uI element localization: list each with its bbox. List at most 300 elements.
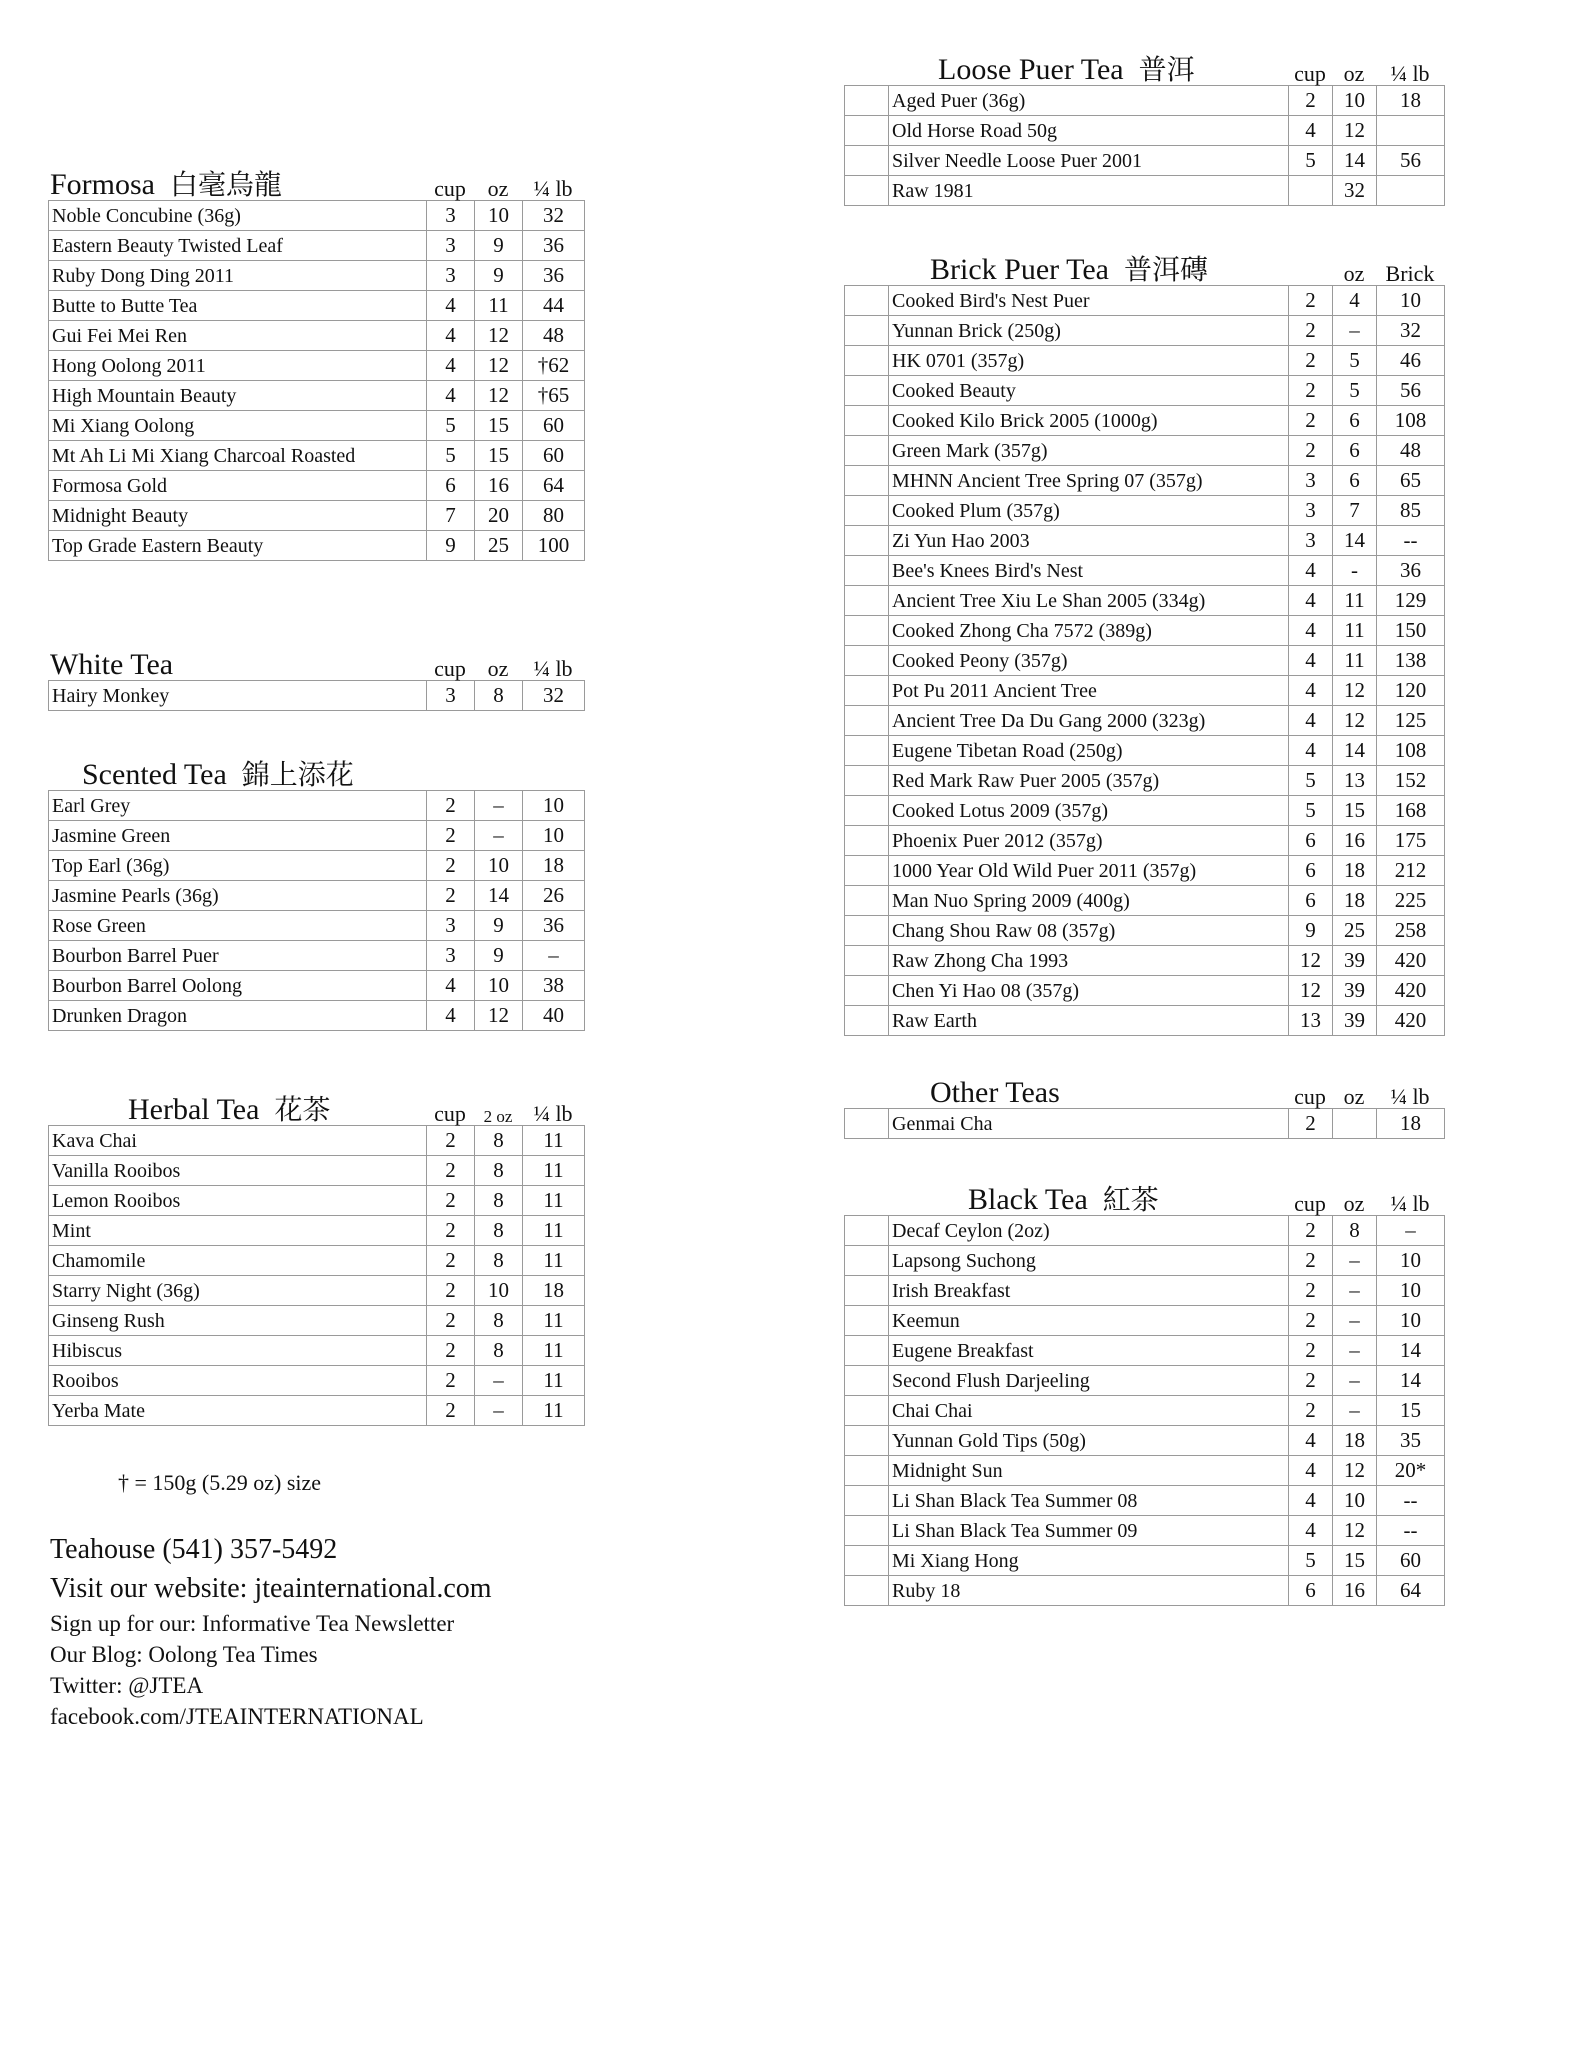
- tea-name-cell: Cooked Beauty: [889, 376, 1289, 406]
- oz-price-cell: -: [1333, 556, 1377, 586]
- oz-price-cell: 8: [475, 1216, 523, 1246]
- quarter-lb-price-cell: [1377, 116, 1445, 146]
- blank-cell: [845, 1576, 889, 1606]
- table-row: [845, 556, 1445, 586]
- cup-price-cell: 3: [1289, 466, 1333, 496]
- cup-price-cell: 3: [427, 261, 475, 291]
- tea-name-cell: Ruby Dong Ding 2011: [49, 261, 427, 291]
- blank-cell: [845, 1486, 889, 1516]
- blank-cell: [845, 146, 889, 176]
- cup-price-cell: 4: [427, 971, 475, 1001]
- blank-cell: [845, 1516, 889, 1546]
- cup-price-cell: 4: [1289, 1426, 1333, 1456]
- oz-price-cell: 12: [475, 381, 523, 411]
- oz-price-cell: 11: [1333, 586, 1377, 616]
- cup-price-cell: 2: [1289, 1276, 1333, 1306]
- blank-cell: [845, 1216, 889, 1246]
- blank-cell: [845, 1109, 889, 1139]
- quarter-lb-price-cell: 11: [523, 1246, 585, 1276]
- quarter-lb-price-cell: 138: [1377, 646, 1445, 676]
- blank-cell: [845, 1456, 889, 1486]
- oz-price-cell: 12: [475, 1001, 523, 1031]
- column-header: cup: [1294, 1084, 1326, 1109]
- table-row: [49, 1246, 585, 1276]
- tea-name-cell: Aged Puer (36g): [889, 86, 1289, 116]
- table-row: [49, 501, 585, 531]
- column-header: cup: [1294, 1191, 1326, 1216]
- quarter-lb-price-cell: 26: [523, 881, 585, 911]
- cup-price-cell: 4: [1289, 706, 1333, 736]
- section-title-chinese: 錦上添花: [241, 758, 354, 791]
- tea-name-cell: HK 0701 (357g): [889, 346, 1289, 376]
- tea-name-cell: Yerba Mate: [49, 1396, 427, 1426]
- quarter-lb-price-cell: 64: [1377, 1576, 1445, 1606]
- tea-name-cell: MHNN Ancient Tree Spring 07 (357g): [889, 466, 1289, 496]
- section-title-chinese: 花茶: [274, 1093, 331, 1126]
- blank-cell: [845, 116, 889, 146]
- quarter-lb-price-cell: 36: [1377, 556, 1445, 586]
- oz-price-cell: 6: [1333, 466, 1377, 496]
- oz-price-cell: 14: [475, 881, 523, 911]
- oz-price-cell: 12: [1333, 116, 1377, 146]
- tea-name-cell: Lapsong Suchong: [889, 1246, 1289, 1276]
- tea-name-cell: Top Earl (36g): [49, 851, 427, 881]
- oz-price-cell: 11: [1333, 616, 1377, 646]
- tea-name-cell: Mint: [49, 1216, 427, 1246]
- oz-price-cell: 39: [1333, 1006, 1377, 1036]
- tea-name-cell: Lemon Rooibos: [49, 1186, 427, 1216]
- cup-price-cell: 2: [1289, 436, 1333, 466]
- oz-price-cell: 5: [1333, 376, 1377, 406]
- table-row: [845, 1516, 1445, 1546]
- cup-price-cell: 4: [427, 321, 475, 351]
- tea-name-cell: Vanilla Rooibos: [49, 1156, 427, 1186]
- cup-price-cell: 12: [1289, 946, 1333, 976]
- cup-price-cell: 4: [427, 1001, 475, 1031]
- oz-price-cell: [1333, 1109, 1377, 1139]
- quarter-lb-price-cell: 14: [1377, 1336, 1445, 1366]
- table-row: [49, 381, 585, 411]
- oz-price-cell: 12: [1333, 1456, 1377, 1486]
- table-row: [845, 1306, 1445, 1336]
- table-row: [845, 706, 1445, 736]
- table-row: [49, 531, 585, 561]
- column-header: oz: [1343, 1191, 1365, 1216]
- tea-name-cell: Li Shan Black Tea Summer 09: [889, 1516, 1289, 1546]
- section-title: [930, 255, 1208, 285]
- cup-price-cell: 4: [427, 381, 475, 411]
- tea-name-cell: Yunnan Brick (250g): [889, 316, 1289, 346]
- cup-price-cell: 2: [427, 1216, 475, 1246]
- column-header: ¼ lb: [1390, 1084, 1430, 1109]
- section-title-english: Formosa: [50, 168, 155, 201]
- tea-name-cell: Cooked Lotus 2009 (357g): [889, 796, 1289, 826]
- tea-name-cell: Hairy Monkey: [49, 681, 427, 711]
- quarter-lb-price-cell: 11: [523, 1336, 585, 1366]
- tea-name-cell: Yunnan Gold Tips (50g): [889, 1426, 1289, 1456]
- cup-price-cell: 4: [427, 351, 475, 381]
- quarter-lb-price-cell: 56: [1377, 376, 1445, 406]
- price-table: [48, 790, 585, 1031]
- table-row: [49, 1396, 585, 1426]
- quarter-lb-price-cell: †62: [523, 351, 585, 381]
- cup-price-cell: 4: [1289, 616, 1333, 646]
- oz-price-cell: 8: [475, 1186, 523, 1216]
- table-row: [845, 376, 1445, 406]
- quarter-lb-price-cell: 11: [523, 1186, 585, 1216]
- table-row: [845, 1576, 1445, 1606]
- blank-cell: [845, 856, 889, 886]
- quarter-lb-price-cell: 120: [1377, 676, 1445, 706]
- price-table: [844, 1215, 1445, 1606]
- cup-price-cell: [1289, 176, 1333, 206]
- tea-name-cell: Chang Shou Raw 08 (357g): [889, 916, 1289, 946]
- column-header: oz: [487, 176, 509, 201]
- cup-price-cell: 2: [1289, 1336, 1333, 1366]
- tea-name-cell: Second Flush Darjeeling: [889, 1366, 1289, 1396]
- tea-name-cell: Rooibos: [49, 1366, 427, 1396]
- blank-cell: [845, 706, 889, 736]
- table-row: [845, 1336, 1445, 1366]
- quarter-lb-price-cell: 10: [1377, 1306, 1445, 1336]
- twitter-line: Twitter: @JTEA: [50, 1673, 204, 1698]
- quarter-lb-price-cell: †65: [523, 381, 585, 411]
- table-row: [845, 1216, 1445, 1246]
- oz-price-cell: 8: [475, 1126, 523, 1156]
- table-row: [49, 471, 585, 501]
- table-row: [49, 1216, 585, 1246]
- tea-name-cell: Mi Xiang Oolong: [49, 411, 427, 441]
- quarter-lb-price-cell: 18: [523, 1276, 585, 1306]
- oz-price-cell: 18: [1333, 856, 1377, 886]
- cup-price-cell: 6: [427, 471, 475, 501]
- quarter-lb-price-cell: 64: [523, 471, 585, 501]
- oz-price-cell: 13: [1333, 766, 1377, 796]
- tea-name-cell: Red Mark Raw Puer 2005 (357g): [889, 766, 1289, 796]
- price-table: [844, 85, 1445, 206]
- table-row: [845, 616, 1445, 646]
- table-row: [845, 346, 1445, 376]
- cup-price-cell: 2: [1289, 1109, 1333, 1139]
- price-table: [48, 680, 585, 711]
- table-row: [845, 466, 1445, 496]
- blank-cell: [845, 1276, 889, 1306]
- column-header: ¼ lb: [533, 1101, 573, 1126]
- table-row: [49, 321, 585, 351]
- tea-name-cell: Raw Earth: [889, 1006, 1289, 1036]
- cup-price-cell: 2: [1289, 376, 1333, 406]
- quarter-lb-price-cell: 10: [523, 791, 585, 821]
- oz-price-cell: –: [1333, 316, 1377, 346]
- blog-line: Our Blog: Oolong Tea Times: [50, 1642, 318, 1667]
- section-title-chinese: 紅茶: [1102, 1183, 1159, 1216]
- table-row: [845, 526, 1445, 556]
- oz-price-cell: 8: [475, 1306, 523, 1336]
- quarter-lb-price-cell: 14: [1377, 1366, 1445, 1396]
- quarter-lb-price-cell: 20*: [1377, 1456, 1445, 1486]
- quarter-lb-price-cell: [1377, 176, 1445, 206]
- cup-price-cell: 4: [1289, 1516, 1333, 1546]
- oz-price-cell: 12: [475, 321, 523, 351]
- section-title-english: Brick Puer Tea: [930, 253, 1109, 286]
- table-row: [845, 946, 1445, 976]
- quarter-lb-price-cell: 258: [1377, 916, 1445, 946]
- cup-price-cell: 2: [427, 1156, 475, 1186]
- price-table: [48, 1125, 585, 1426]
- oz-price-cell: 10: [475, 851, 523, 881]
- table-row: [845, 1006, 1445, 1036]
- oz-price-cell: 11: [475, 291, 523, 321]
- oz-price-cell: 8: [475, 681, 523, 711]
- dagger-footnote: † = 150g (5.29 oz) size: [118, 1470, 322, 1495]
- cup-price-cell: 4: [1289, 736, 1333, 766]
- oz-price-cell: 10: [1333, 1486, 1377, 1516]
- oz-price-cell: 14: [1333, 146, 1377, 176]
- section-title-english: Scented Tea: [82, 758, 227, 791]
- blank-cell: [845, 376, 889, 406]
- quarter-lb-price-cell: 44: [523, 291, 585, 321]
- oz-price-cell: –: [1333, 1366, 1377, 1396]
- quarter-lb-price-cell: 10: [1377, 286, 1445, 316]
- quarter-lb-price-cell: 10: [523, 821, 585, 851]
- table-row: [49, 1306, 585, 1336]
- tea-name-cell: Raw Zhong Cha 1993: [889, 946, 1289, 976]
- blank-cell: [845, 1426, 889, 1456]
- tea-name-cell: Chai Chai: [889, 1396, 1289, 1426]
- cup-price-cell: 2: [427, 1366, 475, 1396]
- oz-price-cell: 6: [1333, 406, 1377, 436]
- tea-name-cell: Silver Needle Loose Puer 2001: [889, 146, 1289, 176]
- oz-price-cell: 12: [1333, 676, 1377, 706]
- quarter-lb-price-cell: 420: [1377, 976, 1445, 1006]
- table-row: [49, 941, 585, 971]
- table-row: [845, 586, 1445, 616]
- oz-price-cell: 10: [475, 201, 523, 231]
- cup-price-cell: 2: [427, 1246, 475, 1276]
- table-row: [845, 676, 1445, 706]
- white-tea-section: [48, 640, 585, 711]
- quarter-lb-price-cell: 11: [523, 1306, 585, 1336]
- table-row: [49, 1186, 585, 1216]
- table-row: [845, 176, 1445, 206]
- tea-name-cell: Mi Xiang Hong: [889, 1546, 1289, 1576]
- quarter-lb-price-cell: 150: [1377, 616, 1445, 646]
- cup-price-cell: 6: [1289, 886, 1333, 916]
- section-header: [48, 160, 585, 200]
- column-header: 2 oz: [483, 1107, 513, 1126]
- oz-price-cell: 18: [1333, 886, 1377, 916]
- cup-price-cell: 5: [1289, 796, 1333, 826]
- column-header: ¼ lb: [1390, 1191, 1430, 1216]
- section-header: [48, 750, 585, 790]
- table-row: [845, 1426, 1445, 1456]
- price-table: [844, 1108, 1445, 1139]
- column-header: cup: [434, 176, 466, 201]
- tea-name-cell: Zi Yun Hao 2003: [889, 526, 1289, 556]
- blank-cell: [845, 176, 889, 206]
- table-row: [49, 201, 585, 231]
- quarter-lb-price-cell: 80: [523, 501, 585, 531]
- table-row: [845, 86, 1445, 116]
- section-header: [844, 1175, 1445, 1215]
- section-header: [844, 1068, 1445, 1108]
- quarter-lb-price-cell: 60: [523, 411, 585, 441]
- tea-name-cell: Keemun: [889, 1306, 1289, 1336]
- oz-price-cell: 6: [1333, 436, 1377, 466]
- table-row: [845, 146, 1445, 176]
- section-header: [48, 640, 585, 680]
- tea-name-cell: Top Grade Eastern Beauty: [49, 531, 427, 561]
- blank-cell: [845, 316, 889, 346]
- tea-name-cell: Rose Green: [49, 911, 427, 941]
- section-title: [930, 1078, 1060, 1108]
- tea-name-cell: Cooked Zhong Cha 7572 (389g): [889, 616, 1289, 646]
- quarter-lb-price-cell: –: [523, 941, 585, 971]
- table-row: [845, 496, 1445, 526]
- section-title: [128, 1095, 330, 1125]
- tea-name-cell: Old Horse Road 50g: [889, 116, 1289, 146]
- oz-price-cell: 16: [1333, 1576, 1377, 1606]
- blank-cell: [845, 586, 889, 616]
- table-row: [845, 766, 1445, 796]
- blank-cell: [845, 556, 889, 586]
- column-header: Brick: [1385, 261, 1435, 286]
- cup-price-cell: 3: [1289, 526, 1333, 556]
- section-title-chinese: 普洱: [1138, 53, 1195, 86]
- table-row: [49, 261, 585, 291]
- table-row: [49, 821, 585, 851]
- quarter-lb-price-cell: 420: [1377, 946, 1445, 976]
- quarter-lb-price-cell: 108: [1377, 406, 1445, 436]
- table-row: [845, 976, 1445, 1006]
- tea-name-cell: High Mountain Beauty: [49, 381, 427, 411]
- table-row: [49, 881, 585, 911]
- oz-price-cell: 25: [475, 531, 523, 561]
- tea-name-cell: Jasmine Pearls (36g): [49, 881, 427, 911]
- tea-name-cell: Bee's Knees Bird's Nest: [889, 556, 1289, 586]
- oz-price-cell: 14: [1333, 526, 1377, 556]
- section-title-english: White Tea: [50, 648, 174, 681]
- table-row: [49, 411, 585, 441]
- herbal-tea-section: [48, 1085, 585, 1426]
- table-row: [49, 291, 585, 321]
- cup-price-cell: 4: [1289, 646, 1333, 676]
- blank-cell: [845, 1396, 889, 1426]
- column-header: cup: [434, 1101, 466, 1126]
- tea-name-cell: Butte to Butte Tea: [49, 291, 427, 321]
- quarter-lb-price-cell: 11: [523, 1366, 585, 1396]
- cup-price-cell: 2: [1289, 1366, 1333, 1396]
- oz-price-cell: 12: [1333, 706, 1377, 736]
- quarter-lb-price-cell: 32: [523, 201, 585, 231]
- quarter-lb-price-cell: 56: [1377, 146, 1445, 176]
- oz-price-cell: 12: [475, 351, 523, 381]
- tea-name-cell: Green Mark (357g): [889, 436, 1289, 466]
- oz-price-cell: 8: [475, 1336, 523, 1366]
- tea-name-cell: Raw 1981: [889, 176, 1289, 206]
- tea-name-cell: Chamomile: [49, 1246, 427, 1276]
- quarter-lb-price-cell: 15: [1377, 1396, 1445, 1426]
- cup-price-cell: 12: [1289, 976, 1333, 1006]
- oz-price-cell: 39: [1333, 976, 1377, 1006]
- blank-cell: [845, 946, 889, 976]
- tea-name-cell: Noble Concubine (36g): [49, 201, 427, 231]
- other-teas-section: [844, 1068, 1445, 1139]
- oz-price-cell: 10: [1333, 86, 1377, 116]
- table-row: [49, 1336, 585, 1366]
- oz-price-cell: 10: [475, 1276, 523, 1306]
- table-row: [845, 406, 1445, 436]
- oz-price-cell: 15: [1333, 1546, 1377, 1576]
- tea-name-cell: Ruby 18: [889, 1576, 1289, 1606]
- cup-price-cell: 2: [427, 791, 475, 821]
- oz-price-cell: 14: [1333, 736, 1377, 766]
- column-header: ¼ lb: [533, 176, 573, 201]
- table-row: [845, 1246, 1445, 1276]
- quarter-lb-price-cell: 108: [1377, 736, 1445, 766]
- table-row: [845, 1366, 1445, 1396]
- cup-price-cell: 4: [1289, 556, 1333, 586]
- facebook-line: facebook.com/JTEAINTERNATIONAL: [50, 1704, 424, 1729]
- loose-puer-section: [844, 45, 1445, 206]
- oz-price-cell: 7: [1333, 496, 1377, 526]
- tea-name-cell: Kava Chai: [49, 1126, 427, 1156]
- cup-price-cell: 4: [1289, 586, 1333, 616]
- blank-cell: [845, 496, 889, 526]
- formosa-section: [48, 160, 585, 561]
- table-row: [49, 1156, 585, 1186]
- cup-price-cell: 4: [427, 291, 475, 321]
- quarter-lb-price-cell: 125: [1377, 706, 1445, 736]
- blank-cell: [845, 796, 889, 826]
- table-row: [49, 1001, 585, 1031]
- tea-name-cell: Genmai Cha: [889, 1109, 1289, 1139]
- blank-cell: [845, 976, 889, 1006]
- cup-price-cell: 2: [1289, 1396, 1333, 1426]
- oz-price-cell: –: [1333, 1306, 1377, 1336]
- cup-price-cell: 2: [427, 821, 475, 851]
- blank-cell: [845, 766, 889, 796]
- quarter-lb-price-cell: 36: [523, 231, 585, 261]
- blank-cell: [845, 406, 889, 436]
- tea-name-cell: Li Shan Black Tea Summer 08: [889, 1486, 1289, 1516]
- blank-cell: [845, 1546, 889, 1576]
- tea-name-cell: Midnight Beauty: [49, 501, 427, 531]
- quarter-lb-price-cell: 175: [1377, 826, 1445, 856]
- quarter-lb-price-cell: 420: [1377, 1006, 1445, 1036]
- quarter-lb-price-cell: 100: [523, 531, 585, 561]
- table-row: [845, 1276, 1445, 1306]
- blank-cell: [845, 526, 889, 556]
- oz-price-cell: 8: [475, 1246, 523, 1276]
- cup-price-cell: 2: [427, 1186, 475, 1216]
- column-header: cup: [434, 656, 466, 681]
- table-row: [845, 286, 1445, 316]
- table-row: [845, 116, 1445, 146]
- oz-price-cell: 9: [475, 261, 523, 291]
- quarter-lb-price-cell: 10: [1377, 1246, 1445, 1276]
- section-title-english: Black Tea: [968, 1183, 1088, 1216]
- quarter-lb-price-cell: 18: [1377, 86, 1445, 116]
- section-title: [938, 55, 1195, 85]
- tea-name-cell: Bourbon Barrel Oolong: [49, 971, 427, 1001]
- oz-price-cell: 4: [1333, 286, 1377, 316]
- table-row: [845, 316, 1445, 346]
- quarter-lb-price-cell: 60: [523, 441, 585, 471]
- cup-price-cell: 2: [427, 1276, 475, 1306]
- oz-price-cell: –: [475, 791, 523, 821]
- quarter-lb-price-cell: 168: [1377, 796, 1445, 826]
